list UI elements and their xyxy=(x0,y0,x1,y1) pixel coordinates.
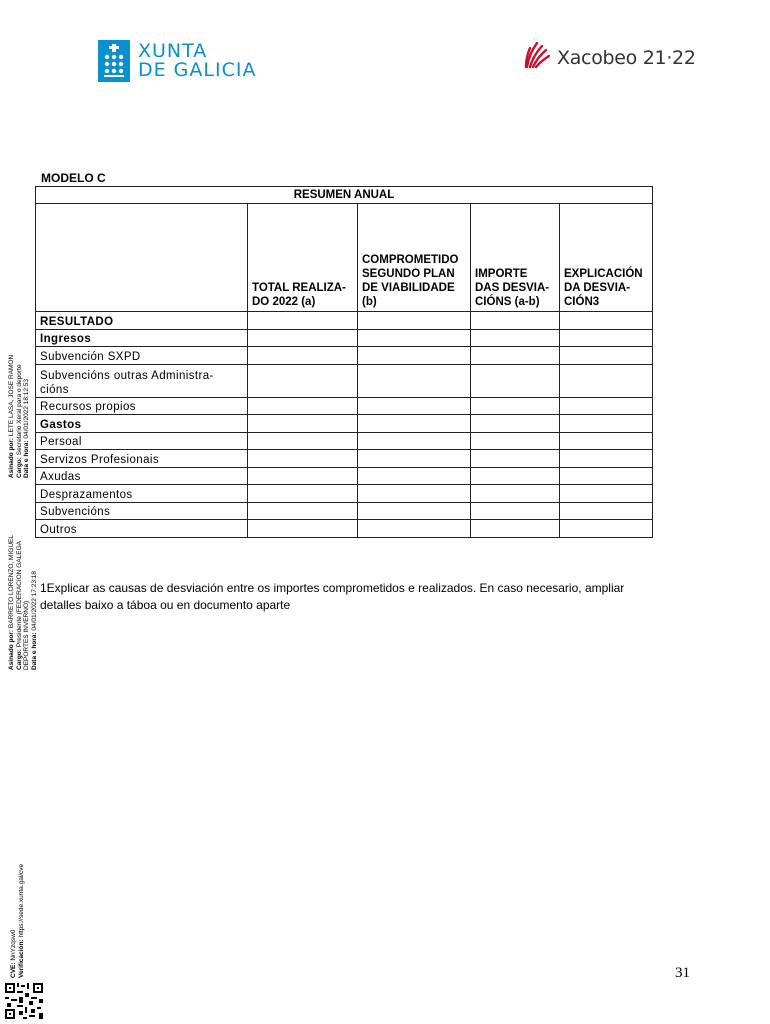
table-row xyxy=(36,467,653,485)
table-cell xyxy=(248,502,358,520)
table-cell xyxy=(248,467,358,485)
table-cell xyxy=(358,329,471,347)
table-header-row xyxy=(36,204,653,312)
row-label: Axudas xyxy=(36,467,248,485)
table-cell xyxy=(560,502,653,520)
row-label: Outros xyxy=(36,520,248,538)
footnote: 1Explicar as causas de desviación entre os importes comprometidos e realizados. En caso necesario, ampliar detalles baixo a táboa ou en documento aparte xyxy=(40,581,625,612)
table-cell xyxy=(358,397,471,415)
row-label: Subvencións xyxy=(36,502,248,520)
table-row xyxy=(36,520,653,538)
row-label: Subvencións outras Administra- cións xyxy=(36,364,248,397)
annual-summary-table xyxy=(35,186,653,538)
table-row xyxy=(36,432,653,450)
table-cell xyxy=(358,450,471,468)
table-row xyxy=(36,364,653,397)
table-cell xyxy=(248,364,358,397)
verification-stamp: CVE: NnYzqsw0 Verificación: https://sede.xunta.gal/cve xyxy=(10,863,25,978)
xunta-logo xyxy=(98,40,256,82)
table-cell xyxy=(560,415,653,433)
table-cell xyxy=(358,347,471,365)
table-cell xyxy=(560,347,653,365)
column-header: EXPLICACIÓN DA DESVIA- CIÓN3 xyxy=(560,204,653,312)
column-header: COMPROMETIDO SEGUNDO PLAN DE VIABILIDADE (b) xyxy=(358,204,471,312)
row-label: Gastos xyxy=(36,415,248,433)
qr-code-icon[interactable] xyxy=(5,983,43,1024)
table-row xyxy=(36,485,653,503)
table-cell xyxy=(248,450,358,468)
table-cell xyxy=(471,397,560,415)
row-label: Persoal xyxy=(36,432,248,450)
table-cell xyxy=(248,432,358,450)
table-cell xyxy=(560,450,653,468)
table-cell xyxy=(358,312,471,330)
table-cell xyxy=(560,397,653,415)
signature-stamp-2: Asinado por: BARRETO LORENZO, MIGUEL Cargo: Presidente (FEDERACION GALEGA DEPORTES INVERNO) Data e hora: 04/01/2022 17:23:18 xyxy=(8,535,38,670)
table-cell xyxy=(248,329,358,347)
table-cell xyxy=(471,312,560,330)
table-cell xyxy=(471,415,560,433)
table-cell xyxy=(560,312,653,330)
table-row xyxy=(36,329,653,347)
table-cell xyxy=(248,485,358,503)
xacobeo-logo xyxy=(523,40,696,75)
table-cell xyxy=(248,397,358,415)
row-label: Subvención SXPD xyxy=(36,347,248,365)
row-label: Desprazamentos xyxy=(36,485,248,503)
table-row xyxy=(36,347,653,365)
table-cell xyxy=(560,520,653,538)
row-label: Ingresos xyxy=(36,329,248,347)
xunta-cross-icon xyxy=(98,40,130,82)
table-cell xyxy=(471,364,560,397)
table-cell xyxy=(358,520,471,538)
table-cell xyxy=(358,432,471,450)
column-header: TOTAL REALIZA- DO 2022 (a) xyxy=(248,204,358,312)
table-cell xyxy=(560,364,653,397)
signature-stamp-1: Asinado por: LETE LASA, JOSE RAMON Cargo: Secretario Xeral para o deporte Data e hora: 04/01/2022 18:12:53 xyxy=(8,354,30,478)
header-empty-cell xyxy=(36,204,248,312)
table-cell xyxy=(248,312,358,330)
table-row xyxy=(36,502,653,520)
xacobeo-logo-text: Xacobeo 21·22 xyxy=(557,46,696,69)
row-label: Recursos propios xyxy=(36,397,248,415)
table-cell xyxy=(471,467,560,485)
table-cell xyxy=(471,329,560,347)
table-row xyxy=(36,312,653,330)
table-cell xyxy=(560,432,653,450)
page-number: 31 xyxy=(675,965,690,981)
row-label: Servizos Profesionais xyxy=(36,450,248,468)
table-cell xyxy=(560,329,653,347)
table-row xyxy=(36,415,653,433)
table-cell xyxy=(358,485,471,503)
table-cell xyxy=(560,467,653,485)
table-cell xyxy=(471,432,560,450)
table-cell xyxy=(471,520,560,538)
table-cell xyxy=(471,485,560,503)
table-cell xyxy=(248,347,358,365)
model-label: MODELO C xyxy=(41,171,106,185)
column-header: IMPORTE DAS DESVIA- CIÓNS (a-b) xyxy=(471,204,560,312)
xunta-logo-text: XUNTA DE GALICIA xyxy=(138,40,257,81)
table-cell xyxy=(471,347,560,365)
table-cell xyxy=(358,467,471,485)
xacobeo-shell-icon xyxy=(523,40,551,75)
table-cell xyxy=(358,415,471,433)
table-cell xyxy=(248,415,358,433)
table-cell xyxy=(358,502,471,520)
table-row xyxy=(36,397,653,415)
table-cell xyxy=(471,450,560,468)
table-title: RESUMEN ANUAL xyxy=(36,187,653,204)
table-cell xyxy=(358,364,471,397)
table-cell xyxy=(248,520,358,538)
table-row xyxy=(36,450,653,468)
table-cell xyxy=(471,502,560,520)
row-label: RESULTADO xyxy=(36,312,248,330)
table-cell xyxy=(560,485,653,503)
